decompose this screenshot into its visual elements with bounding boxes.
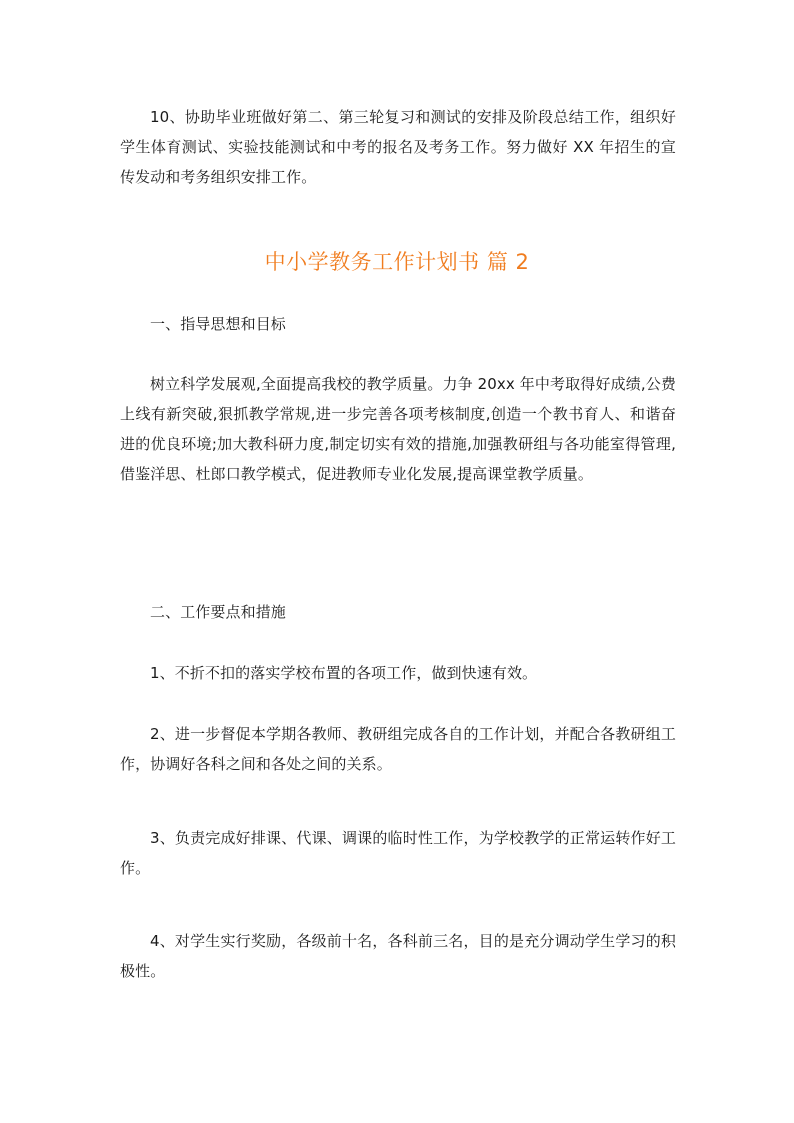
paragraph-item-10: 10、协助毕业班做好第二、第三轮复习和测试的安排及阶段总结工作，组织好学生体育测试、实验技能测试和中考的报名及考务工作。努力做好 XX 年招生的宣传发动和考务组织安排工作。	[120, 108, 676, 186]
list-item-2: 2、进一步督促本学期各教师、教研组完成各自的工作计划，并配合各教研组工作，协调好各科之间和各处之间的关系。	[120, 725, 676, 773]
list-item-4: 4、对学生实行奖励，各级前十名，各科前三名，目的是充分调动学生学习的积极性。	[120, 932, 676, 980]
section-1-title: 一、指导思想和目标	[150, 315, 286, 333]
list-item-3: 3、负责完成好排课、代课、调课的临时性工作，为学校教学的正常运转作好工作。	[120, 829, 676, 877]
section-heading: 中小学教务工作计划书 篇 2	[264, 250, 530, 274]
list-item-1: 1、不折不扣的落实学校布置的各项工作，做到快速有效。	[150, 664, 538, 682]
section-2-title: 二、工作要点和措施	[150, 603, 286, 621]
section-1-body: 树立科学发展观,全面提高我校的教学质量。力争 20xx 年中考取得好成绩,公费上线有新突破,狠抓教学常规,进一步完善各项考核制度,创造一个教书育人、和谐奋进的优良环境;加大教科研力度,制定切实有效的措施,加强教研组与各功能室得管理,借鉴洋思、杜郎口教学模式，促进教师专业化发展,提高课堂教学质量。	[120, 375, 676, 483]
